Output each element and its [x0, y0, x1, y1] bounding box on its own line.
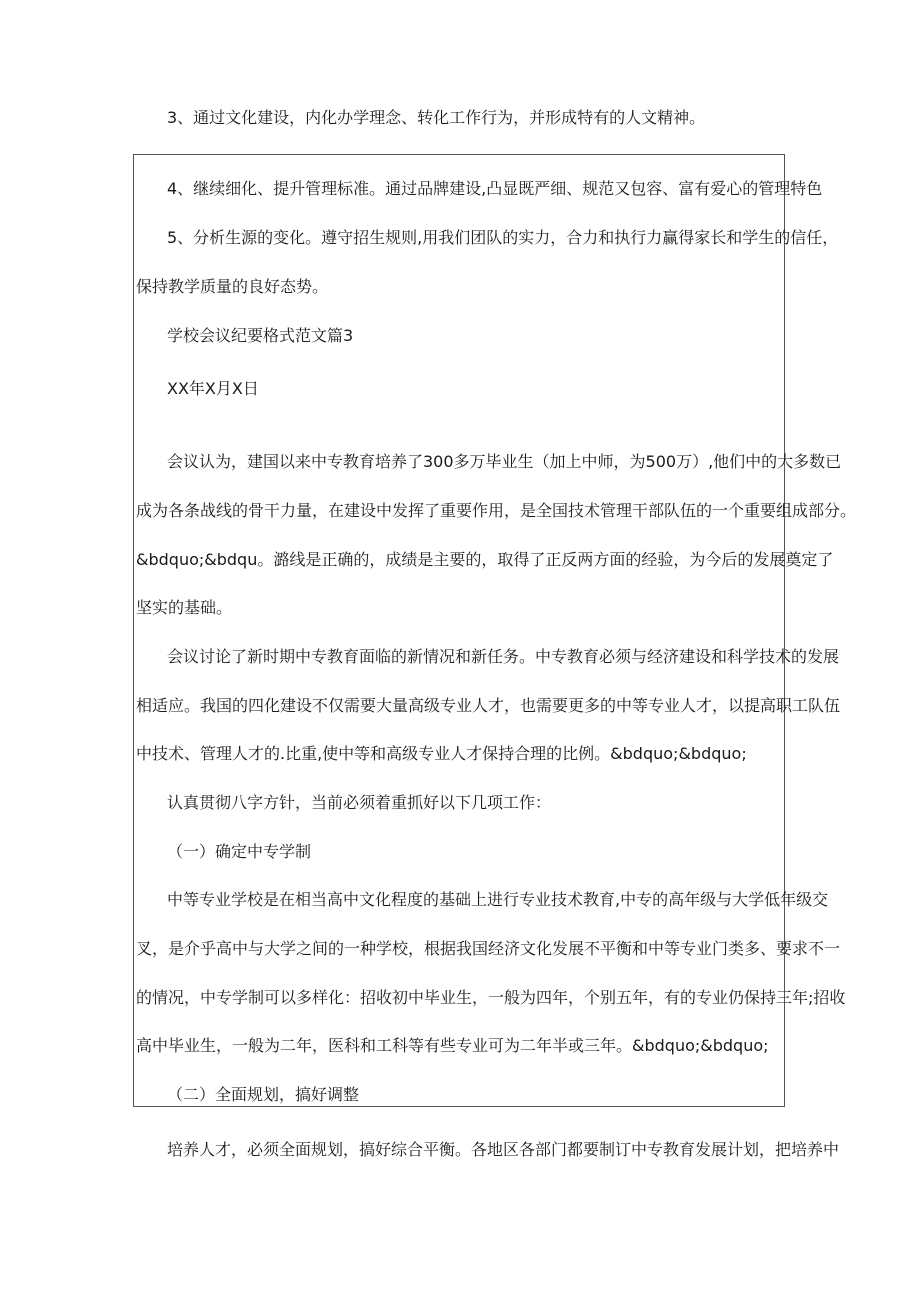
paragraph-line-19: 高中毕业生，一般为二年，医科和工科等有些专业可为二年半或三年。&bdquo;&bdquo;	[136, 1036, 769, 1055]
date-line: XX年X月X日	[167, 379, 259, 398]
subheading-1: （一）确定中专学制	[167, 842, 312, 861]
paragraph-line-9: &bdquo;&bdqu。潞线是正确的，成绩是主要的，取得了正反两方面的经验，为今后的发展奠定了	[136, 550, 834, 569]
paragraph-line-7: 会议认为，建国以来中专教育培养了300多万毕业生（加上中师，为500万）,他们中的大多数已	[167, 452, 842, 471]
paragraph-line-13: 中技术、管理人才的.比重,使中等和高级专业人才保持合理的比例。&bdquo;&bdquo;	[136, 744, 747, 763]
paragraph-line-10: 坚实的基础。	[136, 598, 233, 617]
paragraph-line-12: 相适应。我国的四化建设不仅需要大量高级专业人才，也需要更多的中等专业人才，以提高职工队伍	[136, 696, 841, 715]
paragraph-line-2: 4、继续细化、提升管理标准。通过品牌建设,凸显既严细、规范又包容、富有爱心的管理特色	[167, 179, 823, 198]
paragraph-line-11: 会议讨论了新时期中专教育面临的新情况和新任务。中专教育必须与经济建设和科学技术的发展	[167, 647, 840, 666]
paragraph-line-17: 叉，是介乎高中与大学之间的一种学校，根据我国经济文化发展不平衡和中等专业门类多、要求不一	[136, 939, 841, 958]
subheading-2: （二）全面规划，搞好调整	[167, 1085, 360, 1104]
section-title: 学校会议纪要格式范文篇3	[167, 326, 354, 345]
paragraph-line-1: 3、通过文化建设，内化办学理念、转化工作行为，并形成特有的人文精神。	[167, 108, 706, 127]
paragraph-line-8: 成为各条战线的骨干力量，在建设中发挥了重要作用，是全国技术管理干部队伍的一个重要组成部分。	[136, 501, 857, 520]
paragraph-line-14: 认真贯彻八字方针，当前必须着重抓好以下几项工作：	[167, 793, 552, 812]
paragraph-line-3: 5、分析生源的变化。遵守招生规则,用我们团队的实力，合力和执行力赢得家长和学生的信任，	[167, 228, 839, 247]
paragraph-line-4: 保持教学质量的良好态势。	[136, 277, 329, 296]
paragraph-line-18: 的情况，中专学制可以多样化：招收初中毕业生，一般为四年，个别五年，有的专业仍保持三年;招收	[136, 988, 846, 1007]
paragraph-line-16: 中等专业学校是在相当高中文化程度的基础上进行专业技术教育,中专的高年级与大学低年级交	[167, 890, 829, 909]
paragraph-line-21: 培养人才，必须全面规划，搞好综合平衡。各地区各部门都要制订中专教育发展计划，把培养中	[167, 1140, 840, 1159]
